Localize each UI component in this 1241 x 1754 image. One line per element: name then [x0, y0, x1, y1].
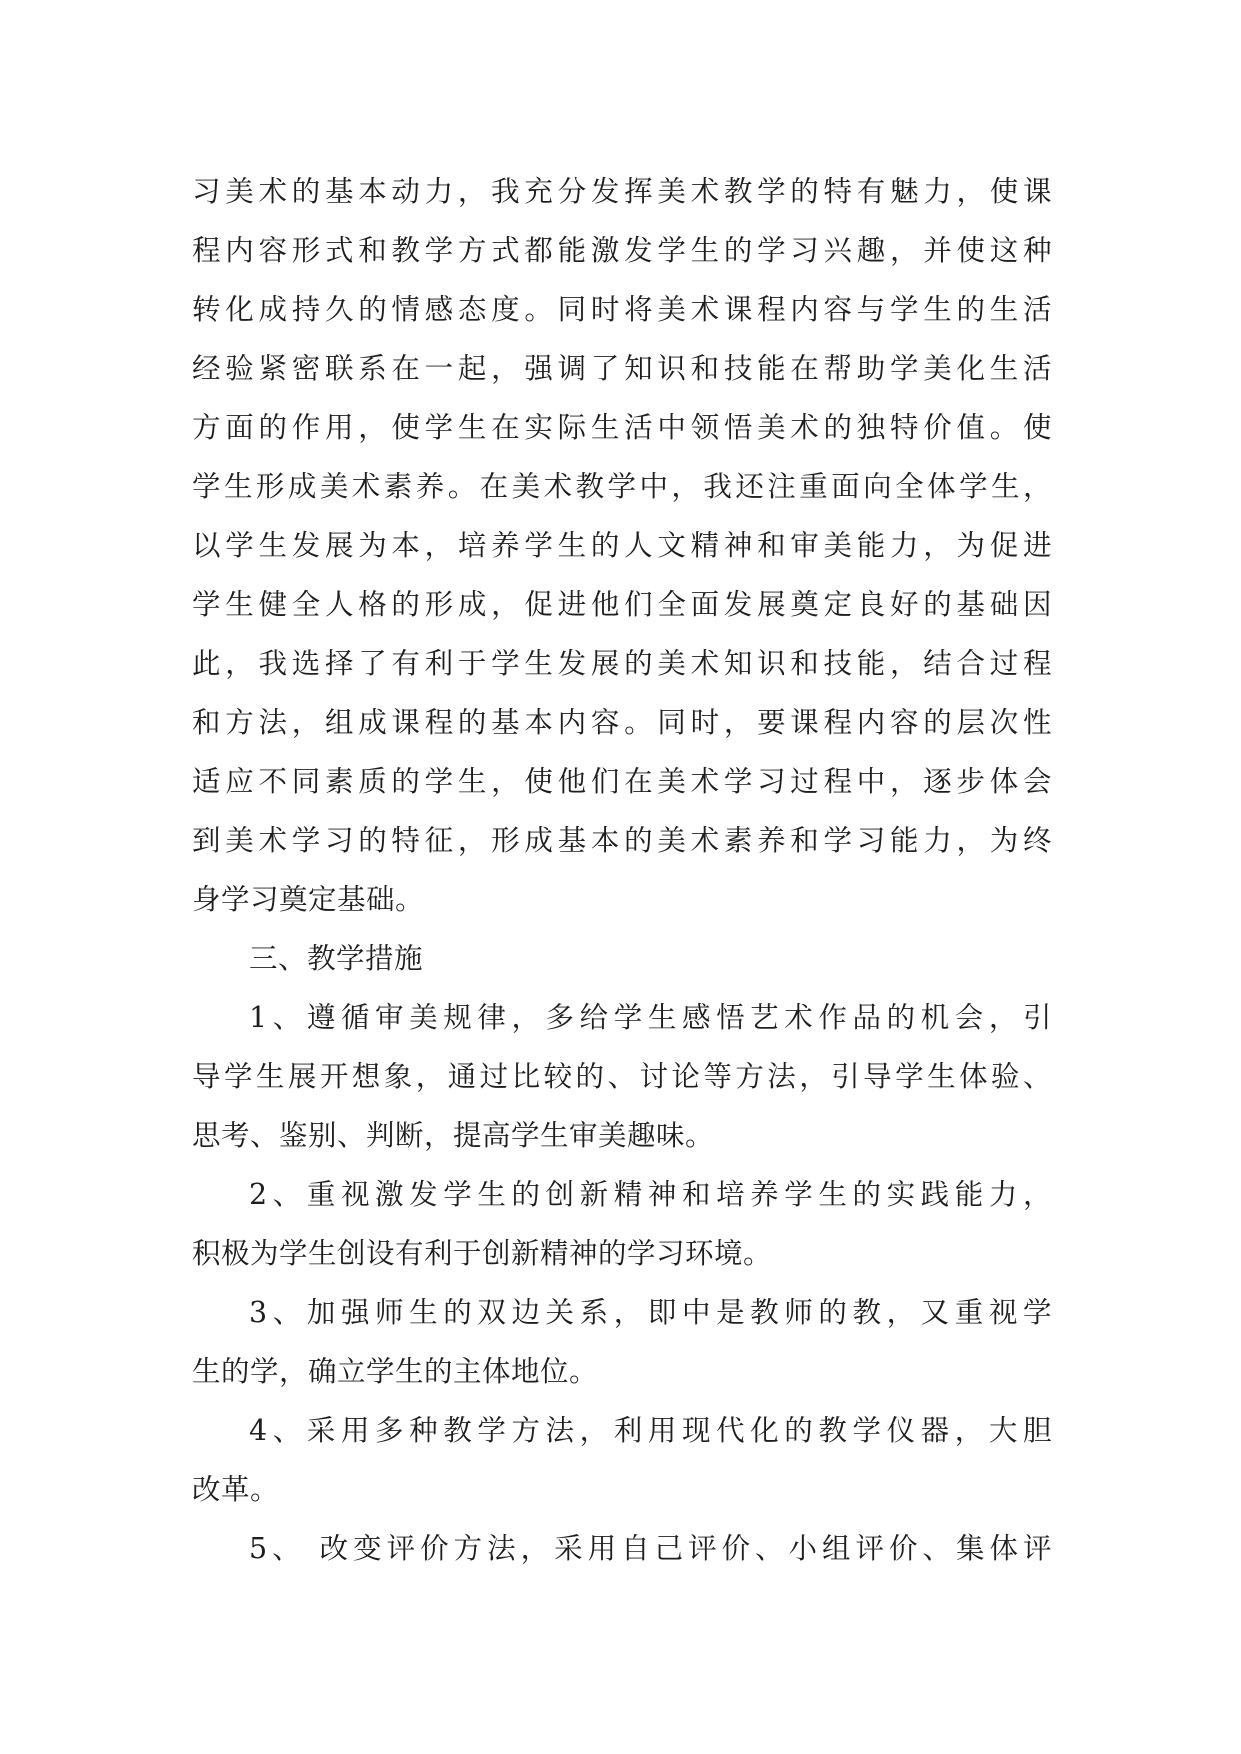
text-line: 和方法，组成课程的基本内容。同时，要课程内容的层次性 — [192, 706, 1052, 739]
text-line: 3、加强师生的双边关系，即中是教师的教，又重视学 — [249, 1296, 1052, 1329]
text-line: 方面的作用，使学生在实际生活中领悟美术的独特价值。使 — [192, 411, 1052, 444]
text-line: 学生健全人格的形成，促进他们全面发展奠定良好的基础因 — [192, 588, 1052, 621]
text-line: 生的学，确立学生的主体地位。 — [192, 1355, 599, 1388]
measure-item-5 — [192, 1519, 1052, 1578]
text-line: 身学习奠定基础。 — [192, 883, 425, 916]
text-line: 到美术学习的特征，形成基本的美术素养和学习能力，为终 — [192, 824, 1052, 857]
text-line: 思考、鉴别、判断，提高学生审美趣味。 — [192, 1119, 715, 1152]
text-line: 学生形成美术素养。在美术教学中，我还注重面向全体学生， — [192, 470, 1052, 503]
text-line: 经验紧密联系在一起，强调了知识和技能在帮助学美化生活 — [192, 352, 1052, 385]
measure-item-2 — [192, 1165, 1052, 1283]
paragraph-continuation — [192, 162, 1052, 929]
text-line: 5、 改变评价方法，采用自己评价、小组评价、集体评 — [249, 1532, 1052, 1565]
text-line: 习美术的基本动力，我充分发挥美术教学的特有魅力，使课 — [192, 175, 1052, 208]
measure-item-3 — [192, 1283, 1052, 1401]
section-heading: 三、教学措施 — [249, 942, 424, 975]
document-body — [192, 162, 1052, 1578]
text-line: 改革。 — [192, 1473, 280, 1506]
text-line: 程内容形式和教学方式都能激发学生的学习兴趣，并使这种 — [192, 234, 1052, 267]
text-line: 此，我选择了有利于学生发展的美术知识和技能，结合过程 — [192, 647, 1052, 680]
text-line: 积极为学生创设有利于创新精神的学习环境。 — [192, 1237, 773, 1270]
text-line: 适应不同素质的学生，使他们在美术学习过程中，逐步体会 — [192, 765, 1052, 798]
text-line: 1、遵循审美规律，多给学生感悟艺术作品的机会，引 — [249, 1001, 1052, 1034]
text-line: 4、采用多种教学方法，利用现代化的教学仪器，大胆 — [249, 1414, 1052, 1447]
text-line: 2、重视激发学生的创新精神和培养学生的实践能力， — [249, 1178, 1052, 1211]
text-line: 导学生展开想象，通过比较的、讨论等方法，引导学生体验、 — [192, 1060, 1052, 1093]
text-line: 转化成持久的情感态度。同时将美术课程内容与学生的生活 — [192, 293, 1052, 326]
measure-item-1 — [192, 988, 1052, 1165]
text-line: 以学生发展为本，培养学生的人文精神和审美能力，为促进 — [192, 529, 1052, 562]
measure-item-4 — [192, 1401, 1052, 1519]
